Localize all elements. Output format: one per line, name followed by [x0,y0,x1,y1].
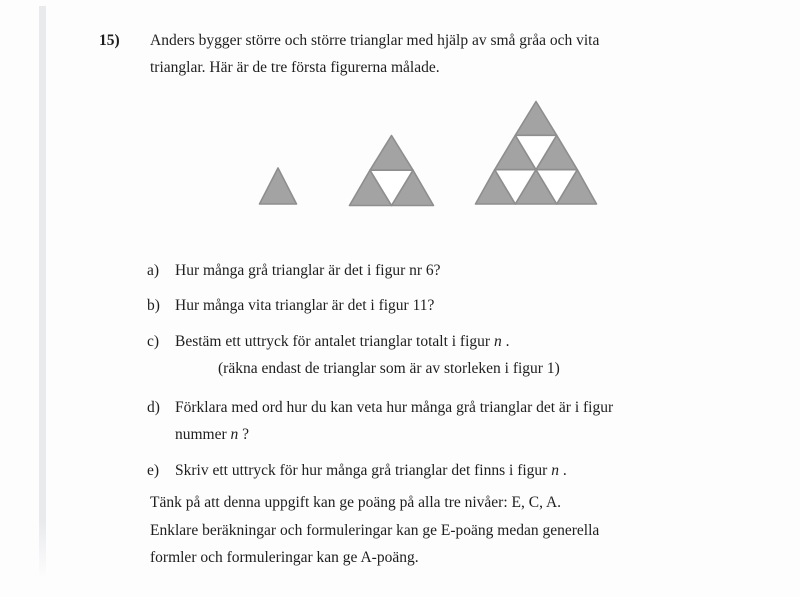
problem-number: 15) [99,32,120,49]
math-variable-n: n [551,462,559,479]
math-variable-n: n [493,333,502,350]
question-c-note: (räkna endast de trianglar som är av storleken i figur 1) [218,360,560,377]
question-d-line2-prefix: nummer [175,426,231,443]
question-d-suffix: ? [238,426,250,443]
question-e [147,457,567,484]
question-d-line1 [147,394,613,421]
question-a-label: a) [147,262,160,279]
question-b [147,292,434,319]
question-a [147,257,441,284]
question-c-label: c) [147,333,160,350]
grading-note-line-3: formler och formuleringar kan ge A-poäng. [150,549,419,566]
problem-intro [150,27,599,81]
math-variable-n: n [230,426,239,443]
intro-line-2: trianglar. Här är de tre första figurerna målade. [150,59,440,76]
question-d-label: d) [147,399,160,416]
question-e-label: e) [147,462,160,479]
figure-2 [348,134,435,207]
intro-line-1: Anders bygger större och större trianglar med hjälp av små gråa och vita [150,32,600,49]
grading-note-line-1: Tänk på att denna uppgift kan ge poäng på alla tre nivåer: E, C, A. [150,494,562,511]
question-d [147,394,613,448]
page-edge-line [39,6,46,578]
question-c-line1 [147,328,560,355]
figure-3 [474,100,598,206]
question-c-suffix: . [501,333,510,350]
question-c [147,328,560,382]
grading-note [150,489,599,572]
question-d-line2 [175,421,613,448]
figure1-gray-triangle [260,168,297,204]
question-d-text: Förklara med ord hur du kan veta hur många grå trianglar det är i figur [175,399,614,416]
figure-1 [258,166,298,206]
question-e-text: Skriv ett uttryck för hur många grå trianglar det finns i figur [175,462,552,479]
question-c-text: Bestäm ett uttryck för antalet trianglar totalt i figur [175,333,494,350]
question-e-suffix: . [558,462,567,479]
figure2-gray-triangle [370,136,413,171]
question-a-text: Hur många grå trianglar är det i figur nr 6? [175,262,441,279]
question-b-text: Hur många vita trianglar är det i figur 11? [175,297,435,314]
grading-note-line-2: Enklare beräkningar och formuleringar kan ge E-poäng medan generella [150,521,600,539]
question-b-label: b) [147,297,160,314]
figure3-gray-triangle [515,102,556,136]
